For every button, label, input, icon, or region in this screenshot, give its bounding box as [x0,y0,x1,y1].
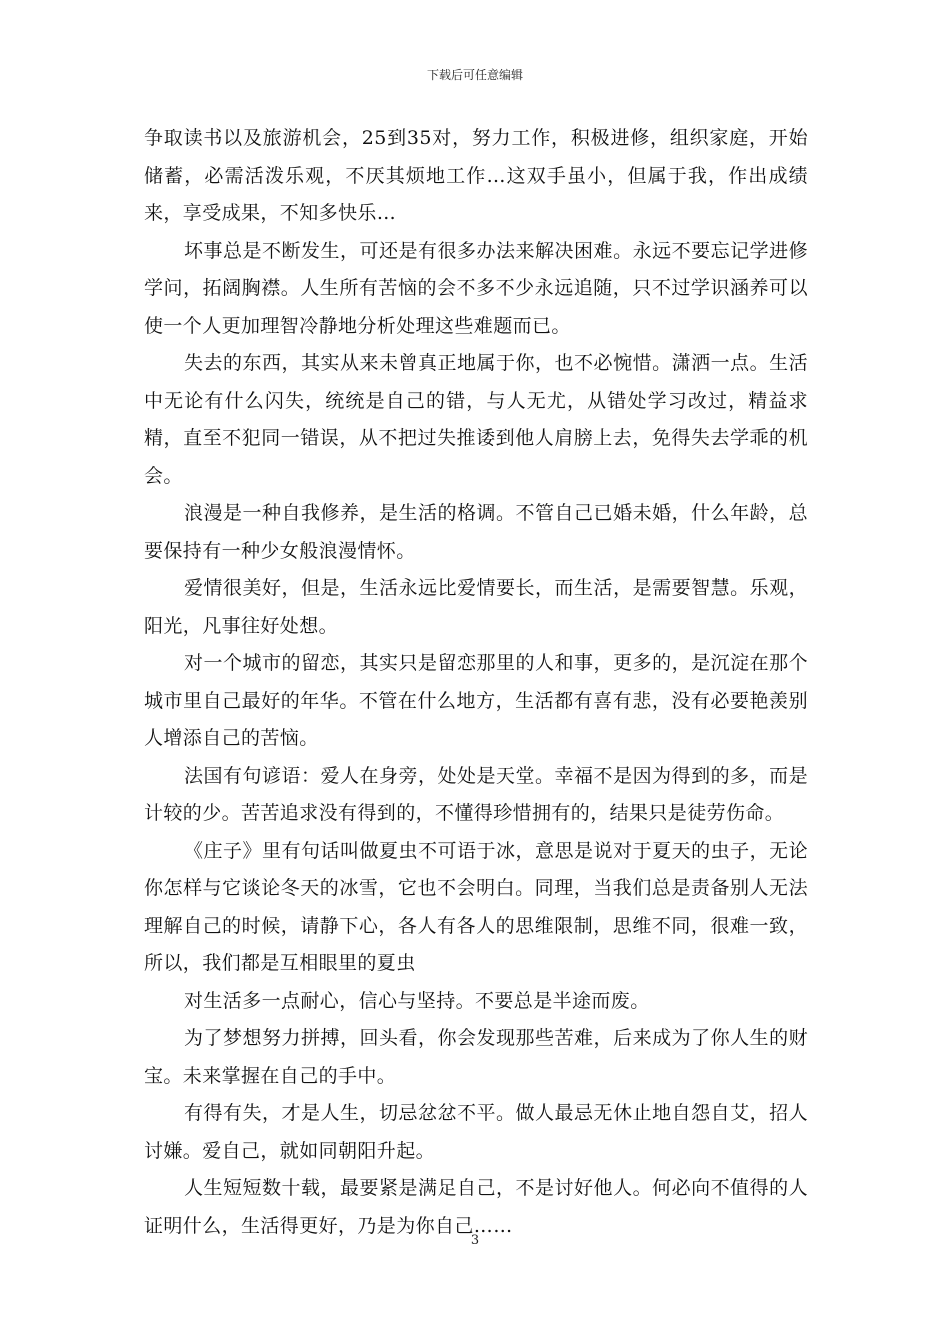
paragraph-10: 为了梦想努力拼搏，回头看，你会发现那些苦难，后来成为了你人生的财宝。未来掌握在自己的手中。 [144,1027,808,1087]
document-body [144,120,808,1245]
paragraph-1: 争取读书以及旅游机会，25到35对，努力工作，积极进修，组织家庭，开始储蓄，必需活泼乐观，不厌其烦地工作…这双手虽小，但属于我，作出成绩来，享受成果，不知多快乐… [144,127,808,224]
paragraph-11: 有得有失，才是人生，切忌忿忿不平。做人最忌无休止地自怨自艾，招人讨嫌。爱自己，就如同朝阳升起。 [144,1102,808,1162]
paragraph-6: 对一个城市的留恋，其实只是留恋那里的人和事，更多的，是沉淀在那个城市里自己最好的年华。不管在什么地方，生活都有喜有悲，没有必要艳羡别人增添自己的苦恼。 [144,652,808,749]
paragraph-12: 人生短短数十载，最要紧是满足自己，不是讨好他人。何必向不值得的人证明什么，生活得更好，乃是为你自己…… [144,1177,808,1237]
paragraph-4: 浪漫是一种自我修养，是生活的格调。不管自己已婚未婚，什么年龄，总要保持有一种少女般浪漫情怀。 [144,502,808,562]
page-number: 3 [470,1233,480,1248]
paragraph-7: 法国有句谚语：爱人在身旁，处处是天堂。幸福不是因为得到的多，而是计较的少。苦苦追求没有得到的，不懂得珍惜拥有的，结果只是徒劳伤命。 [144,764,808,824]
page-header: 下载后可任意编辑 [426,68,523,82]
paragraph-8: 《庄子》里有句话叫做夏虫不可语于冰，意思是说对于夏天的虫子，无论你怎样与它谈论冬天的冰雪，它也不会明白。同理，当我们总是责备别人无法理解自己的时候，请静下心，各人有各人的思维限制，思维不同，很难一致，所以，我们都是互相眼里的夏虫 [144,839,808,974]
paragraph-3: 失去的东西，其实从来未曾真正地属于你，也不必惋惜。潇洒一点。生活中无论有什么闪失，统统是自己的错，与人无尤，从错处学习改过，精益求精，直至不犯同一错误，从不把过失推诿到他人肩膀上去，免得失去学乖的机会。 [144,352,808,487]
paragraph-9: 对生活多一点耐心，信心与坚持。不要总是半途而废。 [184,989,650,1012]
paragraph-2: 坏事总是不断发生，可还是有很多办法来解决困难。永远不要忘记学进修学问，拓阔胸襟。人生所有苦恼的会不多不少永远追随，只不过学识涵养可以使一个人更加理智冷静地分析处理这些难题而已。 [144,239,808,337]
paragraph-5: 爱情很美好，但是，生活永远比爱情要长，而生活，是需要智慧。乐观，阳光，凡事往好处想。 [144,577,808,637]
